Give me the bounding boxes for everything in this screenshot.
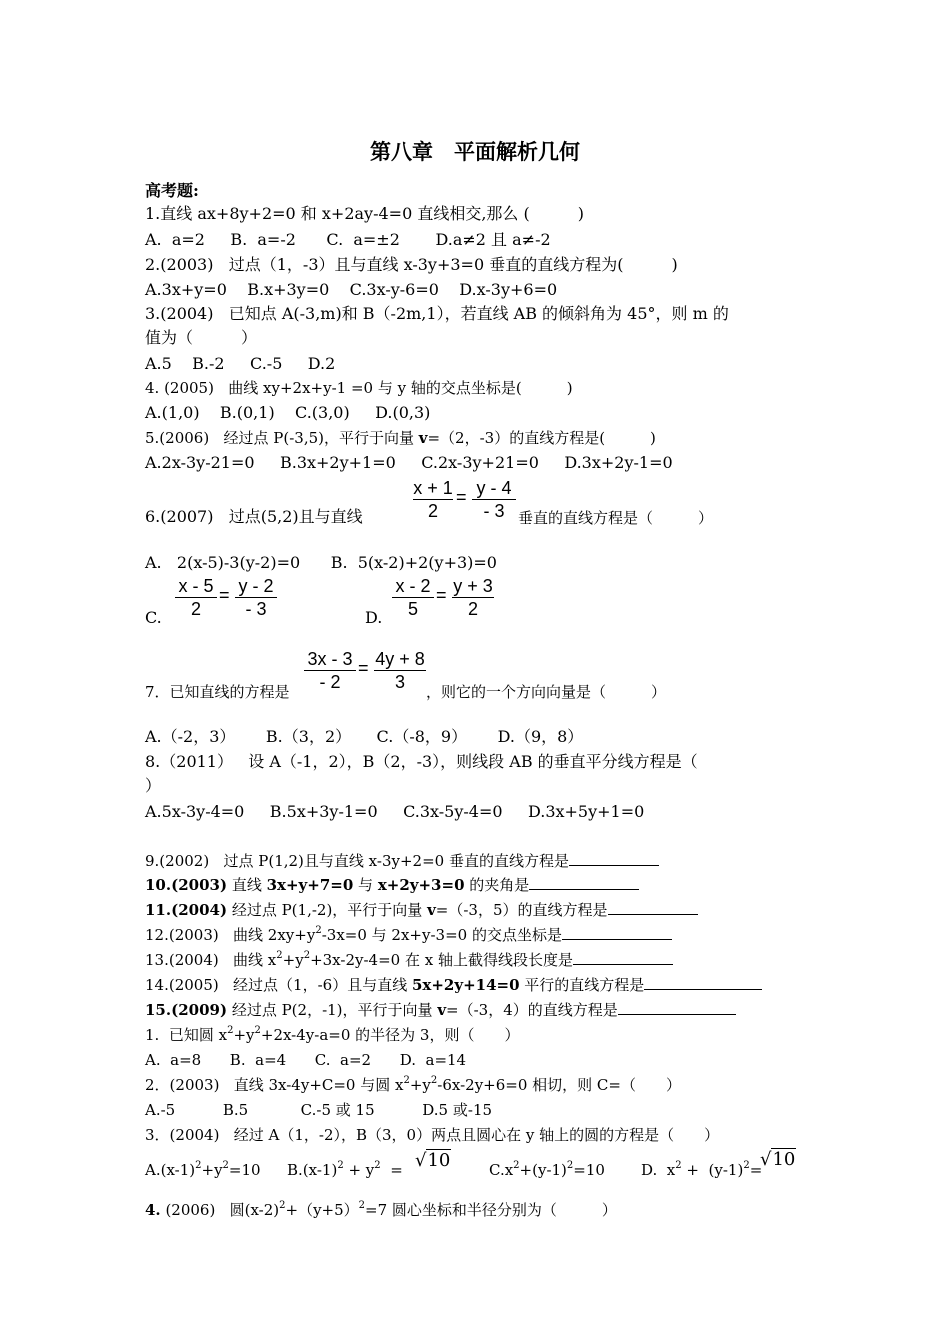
circle-question-2: 2．(2003) 直线 3x-4y+C=0 与圆 $x^2+y^2-6x-2y+6=0$ 相切，则 C=（ ）	[145, 1075, 681, 1094]
fill-11: 11.(2004) 经过点 P(1,-2)，平行于向量 v=（-3，5）的直线方程是	[145, 900, 698, 920]
fill-9: 9.(2002) 过点 P(1,2)且与直线 x-3y+2=0 垂直的直线方程是	[145, 851, 659, 871]
question-1: 1.直线 ax+8y+2=0 和 x+2ay-4=0 直线相交,那么 ( )	[145, 204, 584, 223]
answer-blank[interactable]	[618, 1014, 736, 1015]
question-4: 4. (2005) 曲线 xy+2x+y-1 =0 与 y 轴的交点坐标是( )	[145, 379, 573, 397]
q7-equals: =	[358, 658, 369, 678]
question-6: 6.(2007) 过点(5,2)且与直线	[145, 507, 363, 526]
circle-q3-option-c: $C.x^2+(y-1)^2=10$	[489, 1160, 605, 1179]
sqrt-10-d: √10	[760, 1149, 796, 1170]
q6-fraction-right: y - 4 - 3	[472, 477, 516, 522]
q6-equals: =	[456, 487, 467, 507]
question-3-options: A.5 B.-2 C.-5 D.2	[145, 354, 336, 373]
circle-q3-option-b: $B.(x-1)^2 + y^2$ =	[287, 1160, 403, 1179]
question-1-options: A. a=2 B. a=-2 C. a=±2 D.a≠2 且 a≠-2	[145, 230, 551, 249]
answer-blank[interactable]	[562, 939, 672, 940]
question-5: 5.(2006) 经过点 P(-3,5)，平行于向量 v=（2，-3）的直线方程是( )	[145, 429, 656, 447]
fill-15: 15.(2009) 经过点 P(2，-1)，平行于向量 v=（-3，4）的直线方程是	[145, 1000, 736, 1020]
circle-question-2-options: A.-5 B.5 C.-5 或 15 D.5 或-15	[145, 1101, 493, 1119]
answer-blank[interactable]	[644, 989, 762, 990]
circle-question-1: 1. 已知圆 $x^2+y^2+2x-4y-a=0$ 的半径为 3，则（ ）	[145, 1025, 520, 1044]
answer-blank[interactable]	[529, 889, 639, 890]
circle-question-1-options: A. a=8 B. a=4 C. a=2 D. a=14	[145, 1051, 467, 1069]
question-7-options: A.（-2，3） B.（3，2） C.（-8，9） D.（9，8）	[145, 727, 584, 746]
fill-12: 12.(2003) 曲线 $2xy+y^2-3x=0$ 与 2x+y-3=0 的交点坐标是	[145, 925, 672, 945]
option-c-equals: =	[219, 585, 230, 605]
question-7: 7．已知直线的方程是	[145, 683, 290, 701]
section-heading: 高考题:	[145, 181, 199, 200]
question-2-options: A.3x+y=0 B.x+3y=0 C.3x-y-6=0 D.x-3y+6=0	[145, 280, 558, 299]
answer-blank[interactable]	[573, 964, 673, 965]
q6-fraction-left: x + 1 2	[413, 478, 453, 521]
q7-fraction-right: 4y + 8 3	[375, 649, 425, 692]
circle-q3-option-d: D. $x^2 + (y-1)^2=$	[641, 1160, 763, 1179]
question-3: 3.(2004) 已知点 A(-3,m)和 B（-2m,1），若直线 AB 的倾斜角为 45°，则 m 的	[145, 304, 729, 323]
option-d-label: D.	[365, 608, 383, 627]
question-2: 2.(2003) 过点（1，-3）且与直线 x-3y+3=0 垂直的直线方程为( )	[145, 255, 678, 274]
question-7-cont: ，则它的一个方向向量是（ ）	[426, 683, 667, 701]
option-c-fraction-left: x - 5 2	[175, 575, 217, 620]
q7-fraction-left: 3x - 3 - 2	[304, 648, 356, 693]
chapter-title: 第八章 平面解析几何	[370, 139, 580, 164]
option-c-label: C.	[145, 608, 162, 627]
circle-q3-option-a: $A.(x-1)^2+y^2=10$	[145, 1160, 261, 1179]
circle-question-3: 3．(2004) 经过 A（1，-2），B（3，0）两点且圆心在 y 轴上的圆的方程是（ ）	[145, 1126, 720, 1144]
question-6-cont: 垂直的直线方程是（ ）	[518, 509, 714, 527]
option-c-fraction-right: y - 2 - 3	[235, 575, 277, 620]
fill-14: 14.(2005) 经过点（1，-6）且与直线 5x+2y+14=0 平行的直线方程是	[145, 975, 762, 995]
sqrt-10-b: √10	[415, 1150, 451, 1171]
question-3-cont: 值为（ ）	[145, 328, 258, 347]
answer-blank[interactable]	[608, 914, 698, 915]
fill-10: 10.(2003) 直线 3x+y+7=0 与 x+2y+3=0 的夹角是	[145, 875, 639, 895]
question-5-options: A.2x-3y-21=0 B.3x+2y+1=0 C.2x-3y+21=0 D.3x+2y-1=0	[145, 453, 673, 472]
question-4-options: A.(1,0) B.(0,1) C.(3,0) D.(0,3)	[145, 403, 431, 422]
question-8: 8.（2011） 设 A（-1，2），B（2，-3），则线段 AB 的垂直平分线方程是（	[145, 752, 698, 771]
question-6-options-ab: A. 2(x-5)-3(y-2)=0 B. 5(x-2)+2(y+3)=0	[145, 553, 497, 572]
question-8-options: A.5x-3y-4=0 B.5x+3y-1=0 C.3x-5y-4=0 D.3x+5y+1=0	[145, 802, 645, 821]
option-d-fraction-left: x - 2 5	[392, 575, 434, 620]
question-8-cont: ）	[145, 776, 162, 795]
fill-13: 13.(2004) 曲线 $x^2+y^2+3x-2y-4=0$ 在 x 轴上截得线段长度是	[145, 950, 673, 970]
option-d-fraction-right: y + 3 2	[453, 576, 493, 619]
answer-blank[interactable]	[569, 865, 659, 866]
circle-question-4: 4. (2006) 圆$(x-2)^2+(y+5)^2=7$ 圆心坐标和半径分别为（ ）	[145, 1200, 617, 1219]
option-d-equals: =	[436, 585, 447, 605]
